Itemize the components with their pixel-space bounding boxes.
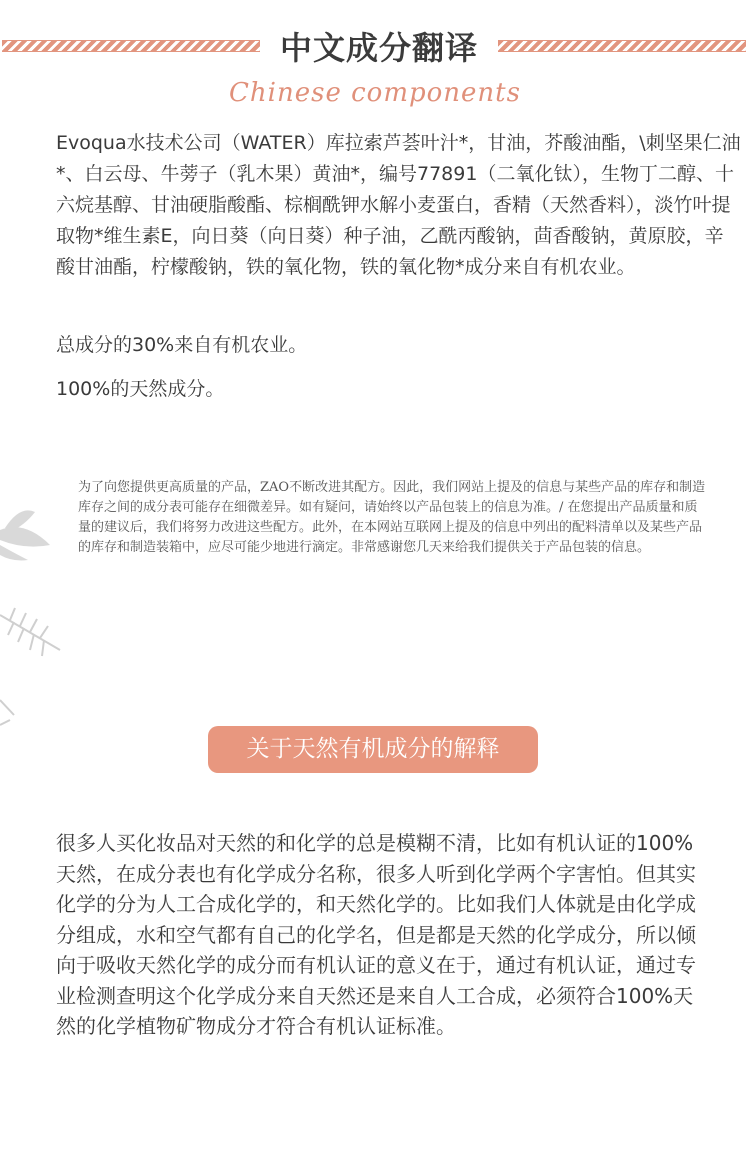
decorative-stripe-left — [2, 40, 260, 52]
explanation-paragraph: 很多人买化妆品对天然的和化学的总是模糊不清，比如有机认证的100%天然，在成分表也有化学成分名称，很多人听到化学两个字害怕。但其实化学的分为人工合成化学的，和天然化学的。比如我们人体就是由化学成分组成，水和空气都有自己的化学名，但是都是天然的化学成分，所以倾向于吸收天然化学的成分而有机认证的意义在于，通过有机认证，通过专业检测查明这个化学成分来自天然还是来自人工合成，必须符合100%天然的化学植物矿物成分才符合有机认证标准。 — [56, 831, 696, 1038]
formula-notice: 为了向您提供更高质量的产品，ZAO不断改进其配方。因此，我们网站上提及的信息与某些产品的库存和制造库存之间的成分表可能存在细微差异。如有疑问，请始终以产品包装上的信息为准。/ 在您提出产品质量和质量的建议后，我们将努力改进这些配方。此外，在本网站互联网上提及的信息中列出的配料清单以及某些产品的库存和制造装箱中，应尽可能少地进行滴定。非常感谢您几天来给我们提供关于产品包装的信息。 — [78, 480, 706, 555]
page-subtitle: Chinese components — [229, 78, 521, 108]
leaf-decoration-icon — [0, 500, 80, 740]
page-title: 中文成分翻译 — [279, 29, 478, 67]
organic-percentage-text: 总成分的30%来自有机农业。 — [56, 334, 308, 356]
ingredient-list — [56, 128, 742, 283]
decorative-stripe-right — [498, 40, 746, 52]
natural-percentage-text: 100%的天然成分。 — [56, 378, 225, 400]
section-title-badge: 关于天然有机成分的解释 — [208, 726, 538, 773]
ingredient-text: Evoqua水技术公司（WATER）库拉索芦荟叶汁*，甘油，芥酸油酯，\刺坚果仁油*、白云母、牛蒡子（乳木果）黄油*，编号77891（二氧化钛），生物丁二醇、十六烷基醇、甘油硬脂酸酯、棕榈酰钾水解小麦蛋白，香精（天然香料），淡竹叶提取物*维生素E，向日葵（向日葵）种子油，乙酰丙酸钠，茴香酸钠，黄原胶，辛酸甘油酯，柠檬酸钠，铁的氧化物，铁的氧化物*成分来自有机农业。 — [56, 132, 741, 278]
